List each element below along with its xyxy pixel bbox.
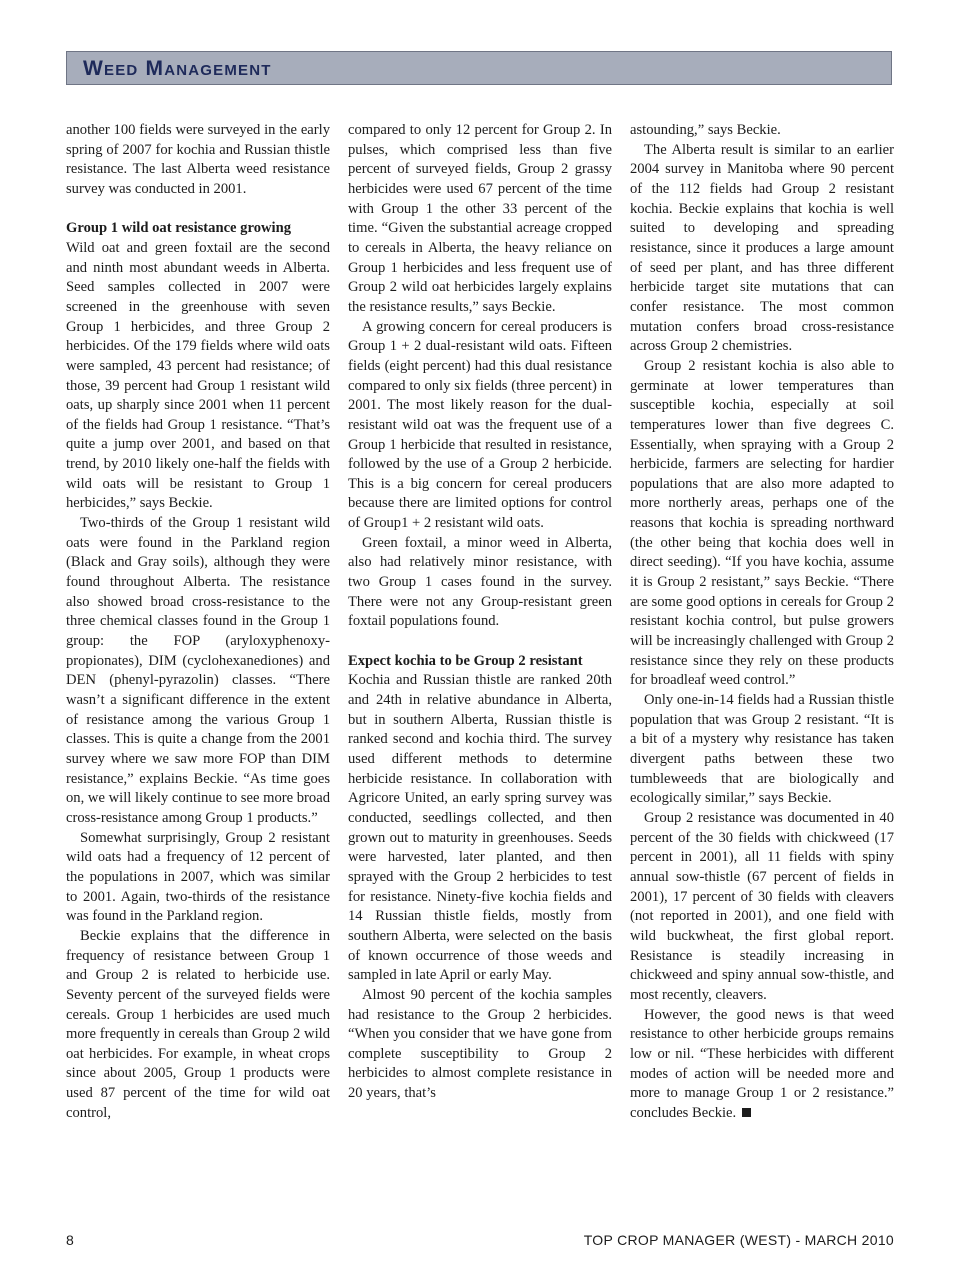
article-column-2 (348, 121, 612, 1104)
paragraph: The Alberta result is similar to an earlier 2004 survey in Manitoba where 90 percent of the 112 fields had Group 2 resistant kochia. Beckie explains that kochia is well suited to developing and spreading resistance, since it produces a large amount of seed per plant, and has three different herbicide target site mutations that can confer resistance. The most common mutation confers broad cross-resistance across Group 2 chemistries. (630, 141, 894, 355)
paragraph (66, 219, 330, 514)
paragraph (348, 652, 612, 986)
paragraph-text: However, the good news is that weed resistance to other herbicide groups remains low or nil. “These herbicides with different modes of action will be needed more and more to manage Group 1 or 2 resistance.” concludes Beckie. (630, 1006, 894, 1121)
paragraph: A growing concern for cereal producers is Group 1 + 2 dual-resistant wild oats. Fifteen fields (eight percent) had this dual resistance compared to only six fields (three percent) in 2001. The most likely reason for the dual-resistant wild oat was the frequent use of a Group 1 herbicide that resulted in resistance, followed by the use of a Group 2 herbicide. This is a big concern for cereal producers because there are limited options for control of Group1 + 2 resistant wild oats. (348, 318, 612, 532)
paragraph: Group 2 resistance was documented in 40 percent of the 30 fields with chickweed (17 percent in 2001), all 11 fields with spiny annual sow-thistle (67 percent of fields in 2001), 17 percent of 30 fields with cleavers (not reported in 2001), and one field with wild buckwheat, the first global report. Resistance is steadily increasing in chickweed and spiny annual sow-thistle, and most recently, cleavers. (630, 809, 894, 1003)
paragraph (630, 1006, 894, 1124)
paragraph-text: Wild oat and green foxtail are the second and ninth most abundant weeds in Alberta. Seed samples collected in 2007 were screened in the greenhouse with seven Group 1 herbicides, and three Group 2 herbicides. Of the 179 fields where wild oats were sampled, 43 percent had resistance; of those, 39 percent had Group 1 resistant wild oats, up sharply since 2001 when 11 percent of the fields had Group 1 resistance. “That’s quite a jump over 2001, and based on that trend, by 2010 likely one-half the fields with wild oats will be resistant to Group 1 herbicides,” says Beckie. (66, 239, 330, 512)
subheading-wild-oat: Group 1 wild oat resistance growing (66, 220, 291, 237)
subheading-kochia: Expect kochia to be Group 2 resistant (348, 652, 583, 669)
paragraph: Group 2 resistant kochia is also able to germinate at lower temperatures than susceptible kochia, especially at soil temperatures lower than five degrees C. Essentially, when spraying with a Group 2 herbicide, farmers are selecting for hardier populations that are also more adapted to more northerly areas, perhaps one of the reasons that kochia is spreading northward (the other being that kochia does well in direct seeding). “If you have kochia, assume it is Group 2 resistant,” says Beckie. “There are some good options in cereals for Group 2 resistant kochia control, but pulse growers will be increasingly challenged with Group 2 resistance since they rely on these products for broadleaf weed control.” (630, 357, 894, 689)
section-title: Weed Management (83, 57, 272, 80)
paragraph: Almost 90 percent of the kochia samples had resistance to the Group 2 herbicides. “When you consider that we have gone from complete susceptibility to Group 2 herbicides to almost complete resistance in 20 years, that’s (348, 986, 612, 1102)
article-column-1 (66, 121, 330, 1123)
paragraph: Only one-in-14 fields had a Russian thistle population that was Group 2 resistant. “It is a bit of a mystery why resistance has taken divergent paths between these two tumbleweeds that are biologically and ecologically similar,” says Beckie. (630, 692, 894, 807)
page-number: 8 (66, 1232, 74, 1248)
paragraph-text: Kochia and Russian thistle are ranked 20th and 24th in relative abundance in Alberta, but in southern Alberta, Russian thistle is ranked second and kochia third. The survey used different methods to determine herbicide resistance. In collaboration with Agricore United, an early spring survey was conducted, seedlings collected, and then grown out to maturity in greenhouses. Seeds were harvested, later planted, and then sprayed with the Group 2 herbicides to test for resistance. Ninety-five kochia fields and 14 Russian thistle fields, mostly from southern Alberta, were selected on the basis of known occurrence of those weeds and sampled in late April or early May. (348, 672, 612, 984)
section-header-bar (66, 51, 892, 85)
paragraph: Beckie explains that the difference in frequency of resistance between Group 1 and Group 2 is related to herbicide use. Seventy percent of the surveyed fields were cereals. Group 1 herbicides are used much more frequently in cereals than Group 2 wild oat herbicides. For example, in wheat crops since about 2005, Group 1 products were used 87 percent of the time for wild oat control, (66, 927, 330, 1121)
publication-line: TOP CROP MANAGER (WEST) - MARCH 2010 (583, 1232, 894, 1248)
article-column-3 (630, 121, 894, 1123)
paragraph: Somewhat surprisingly, Group 2 resistant wild oats had a frequency of 12 percent of the populations in 2007, which was similar to 2001. Again, two-thirds of the resistance was found in the Parkland region. (66, 829, 330, 925)
paragraph: Two-thirds of the Group 1 resistant wild oats were found in the Parkland region (Black and Gray soils), although they were found throughout Alberta. The resistance also showed broad cross-resistance to the three chemical classes found in the Group 1 group: the FOP (aryloxyphenoxy-propionates), DIM (cyclohexanediones) and DEN (phenyl-pyrazolin) classes. “There wasn’t a significant difference in the extent of resistance among the various Group 1 classes. This is quite a change from the 2001 survey where we saw more FOP than DIM resistance,” explains Beckie. “As time goes on, we will likely continue to see more broad cross-resistance among Group 1 products.” (66, 515, 330, 826)
paragraph: another 100 fields were surveyed in the early spring of 2007 for kochia and Russian thistle resistance. The last Alberta weed resistance survey was conducted in 2001. (66, 122, 330, 197)
paragraph: compared to only 12 percent for Group 2. In pulses, which comprised less than five percent of surveyed fields, Group 2 grassy herbicides were used 67 percent of the time with Group 1 the other 33 percent of the time. “Given the substantial acreage cropped to cereals in Alberta, the heavy reliance on Group 1 herbicides and less frequent use of Group 2 wild oat herbicides largely explains the resistance results,” says Beckie. (348, 122, 612, 315)
paragraph: astounding,” says Beckie. (630, 122, 781, 138)
paragraph: Green foxtail, a minor weed in Alberta, also had relatively minor resistance, with two Group 1 cases found in the survey. There were not any Group-resistant green foxtail populations found. (348, 534, 612, 630)
end-of-article-mark-icon (742, 1108, 751, 1117)
